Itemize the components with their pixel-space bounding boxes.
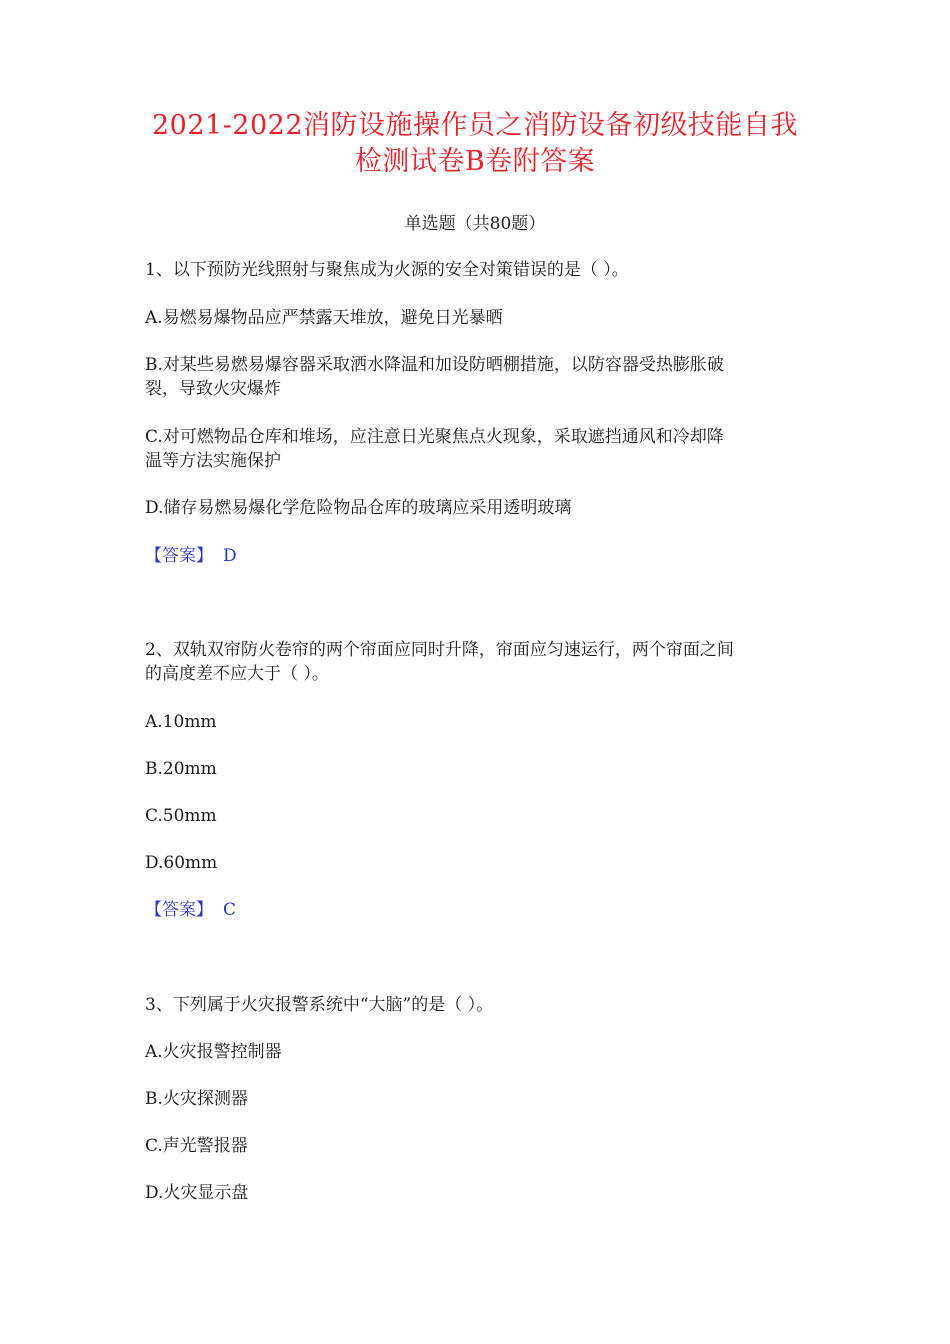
- question-3-option-c: C.声光警报器: [145, 1136, 248, 1156]
- question-1-option-c-cont: 温等方法实施保护: [145, 451, 281, 471]
- question-2-answer: [145, 898, 825, 922]
- question-1-option-c: C.对可燃物品仓库和堆场，应注意日光聚焦点火现象，采取遮挡通风和冷却降: [145, 427, 724, 447]
- question-2-option-a: A.10mm: [145, 712, 217, 732]
- question-1-stem: 1、以下预防光线照射与聚焦成为火源的安全对策错误的是（ ）。: [145, 260, 629, 280]
- question-1-option-b: B.对某些易燃易爆容器采取洒水降温和加设防晒棚措施，以防容器受热膨胀破: [145, 355, 724, 375]
- question-3-option-a: A.火灾报警控制器: [145, 1042, 282, 1062]
- doc-title-line1: 2021-2022消防设施操作员之消防设备初级技能自我: [151, 110, 799, 141]
- question-3-option-d: D.火灾显示盘: [145, 1183, 249, 1203]
- question-3-option-b: B.火灾探测器: [145, 1089, 248, 1109]
- answer-value: D: [223, 546, 237, 566]
- question-2-stem-cont: 的高度差不应大于（ ）。: [145, 664, 329, 684]
- question-2-stem: 2、双轨双帘防火卷帘的两个帘面应同时升降，帘面应匀速运行，两个帘面之间: [145, 640, 734, 660]
- answer-value: C: [223, 900, 237, 920]
- doc-title-line2: 检测试卷B卷附答案: [354, 146, 596, 177]
- question-1-option-a: A.易燃易爆物品应严禁露天堆放，避免日光暴晒: [145, 308, 503, 328]
- answer-label: 【答案】: [145, 900, 213, 920]
- question-1-option-b-cont: 裂，导致火灾爆炸: [145, 379, 281, 399]
- question-1-option-d: D.储存易燃易爆化学危险物品仓库的玻璃应采用透明玻璃: [145, 498, 572, 518]
- question-3-stem: 3、下列属于火灾报警系统中“大脑”的是（ ）。: [145, 995, 494, 1015]
- question-2-option-d: D.60mm: [145, 853, 218, 873]
- question-2-option-c: C.50mm: [145, 806, 217, 826]
- answer-label: 【答案】: [145, 546, 213, 566]
- question-2-option-b: B.20mm: [145, 759, 217, 779]
- section-heading: 单选题（共80题）: [404, 214, 546, 234]
- question-1-answer: [145, 544, 825, 568]
